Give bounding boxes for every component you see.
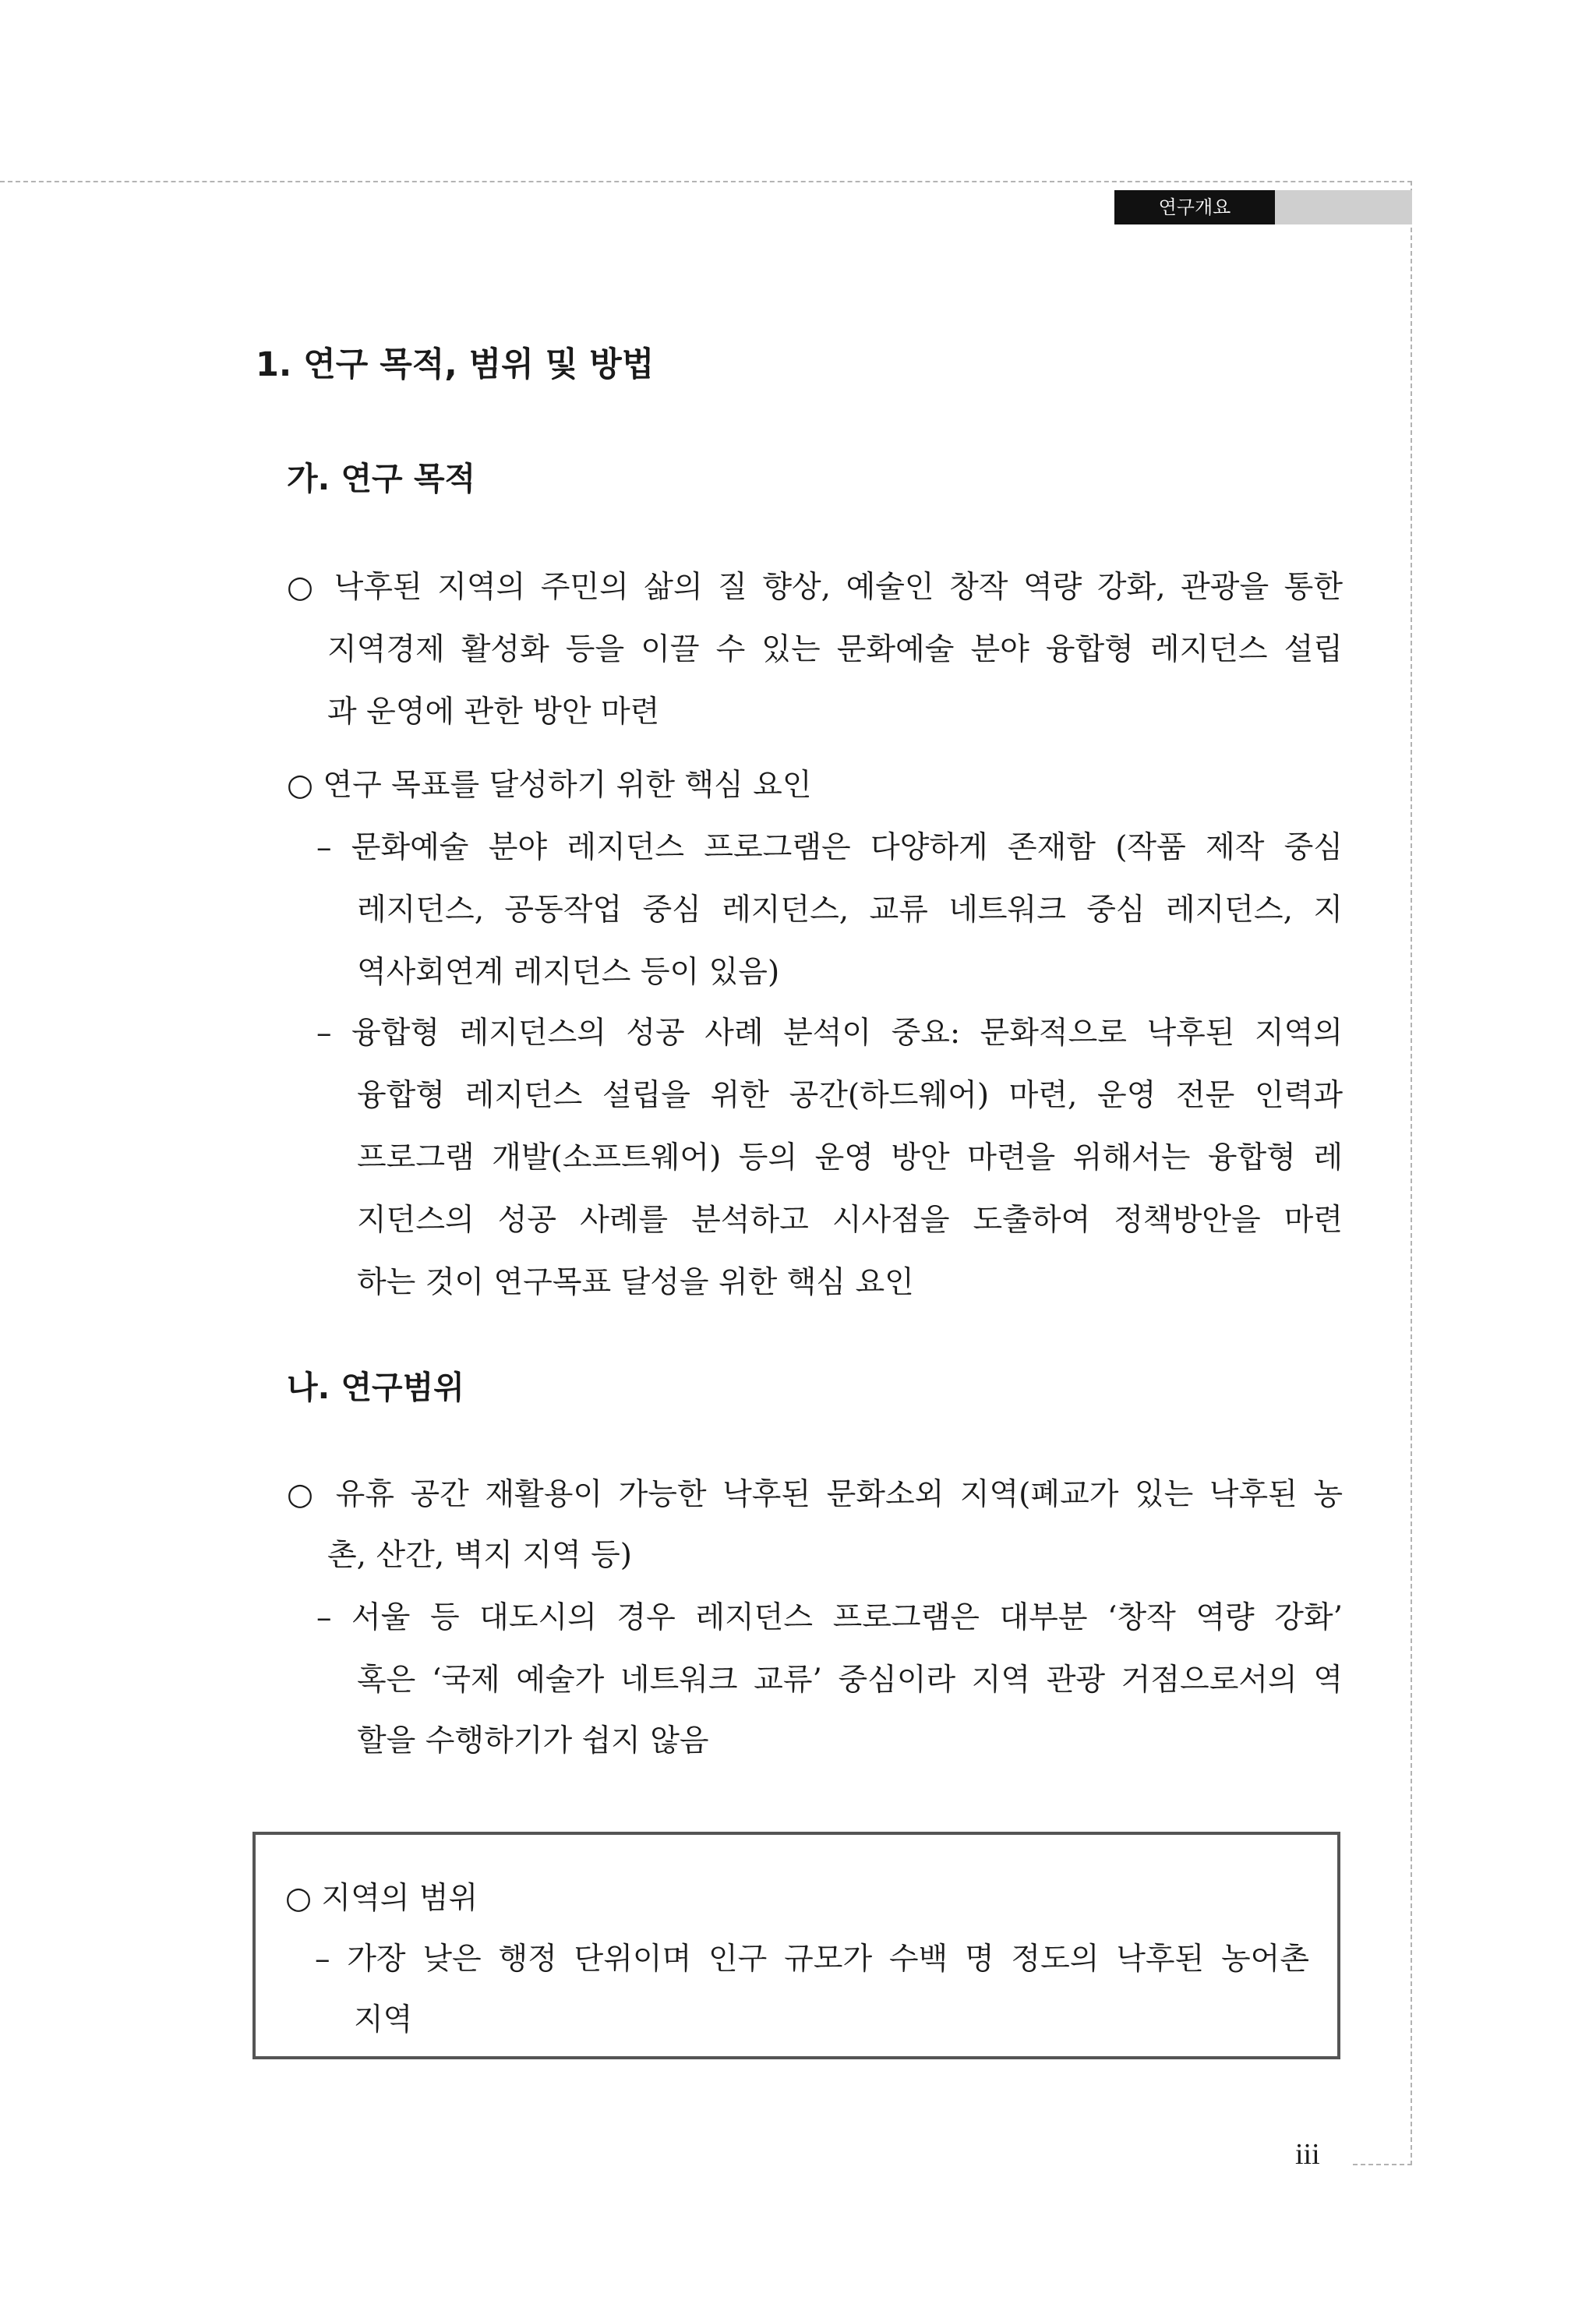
page-number: iii: [1295, 2138, 1320, 2171]
page-number-dashed-rule: [1353, 2164, 1412, 2165]
purpose-dash-2-line-5: 하는 것이 연구목표 달성을 위한 핵심 요인: [357, 1265, 914, 1300]
purpose-dash-2-line-3: 프로그램 개발(소프트웨어) 등의 운영 방안 마련을 위해서는 융합형 레: [357, 1140, 1343, 1175]
chapter-header-tab: [1114, 190, 1412, 224]
chapter-header-label: 연구개요: [1114, 190, 1275, 224]
scope-dash-1-line-1: – 서울 등 대도시의 경우 레지던스 프로그램은 대부분 ‘창작 역량 강화’: [316, 1600, 1343, 1635]
purpose-bullet-1-line-1: ○ 낙후된 지역의 주민의 삶의 질 향상, 예술인 창작 역량 강화, 관광을 통한: [287, 570, 1343, 605]
section-title: 1. 연구 목적, 범위 및 방법: [256, 345, 655, 384]
box-bullet: ○ 지역의 범위: [285, 1881, 478, 1916]
purpose-bullet-2: ○ 연구 목표를 달성하기 위한 핵심 요인: [287, 768, 812, 803]
region-scope-box: [252, 1832, 1340, 2059]
box-dash-line-1: – 가장 낮은 행정 단위이며 인구 규모가 수백 명 정도의 낙후된 농어촌: [315, 1942, 1309, 1977]
purpose-dash-2-line-4: 지던스의 성공 사례를 분석하고 시사점을 도출하여 정책방안을 마련: [357, 1203, 1343, 1238]
purpose-bullet-1-line-3: 과 운영에 관한 방안 마련: [327, 694, 660, 730]
purpose-dash-2-line-2: 융합형 레지던스 설립을 위한 공간(하드웨어) 마련, 운영 전문 인력과: [357, 1078, 1343, 1113]
chapter-header-gray-bar: [1275, 190, 1412, 224]
scope-dash-1-line-3: 할을 수행하기가 쉽지 않음: [357, 1723, 709, 1758]
purpose-dash-2-line-1: – 융합형 레지던스의 성공 사례 분석이 중요: 문화적으로 낙후된 지역의: [316, 1016, 1343, 1051]
purpose-bullet-1-line-2: 지역경제 활성화 등을 이끌 수 있는 문화예술 분야 융합형 레지던스 설립: [327, 632, 1343, 667]
subsection-title-purpose: 가. 연구 목적: [287, 460, 476, 497]
purpose-dash-1-line-3: 역사회연계 레지던스 등이 있음): [357, 955, 780, 990]
scope-bullet-1-line-1: ○ 유휴 공간 재활용이 가능한 낙후된 문화소외 지역(폐교가 있는 낙후된 농: [287, 1477, 1343, 1512]
purpose-dash-1-line-1: – 문화예술 분야 레지던스 프로그램은 다양하게 존재함 (작품 제작 중심: [316, 830, 1343, 865]
subsection-title-scope: 나. 연구범위: [287, 1369, 464, 1406]
box-dash-line-2: 지역: [354, 2002, 413, 2037]
scope-bullet-1-line-2: 촌, 산간, 벽지 지역 등): [327, 1538, 632, 1573]
scope-dash-1-line-2: 혹은 ‘국제 예술가 네트워크 교류’ 중심이라 지역 관광 거점으로서의 역: [357, 1663, 1343, 1698]
purpose-dash-1-line-2: 레지던스, 공동작업 중심 레지던스, 교류 네트워크 중심 레지던스, 지: [357, 892, 1343, 928]
